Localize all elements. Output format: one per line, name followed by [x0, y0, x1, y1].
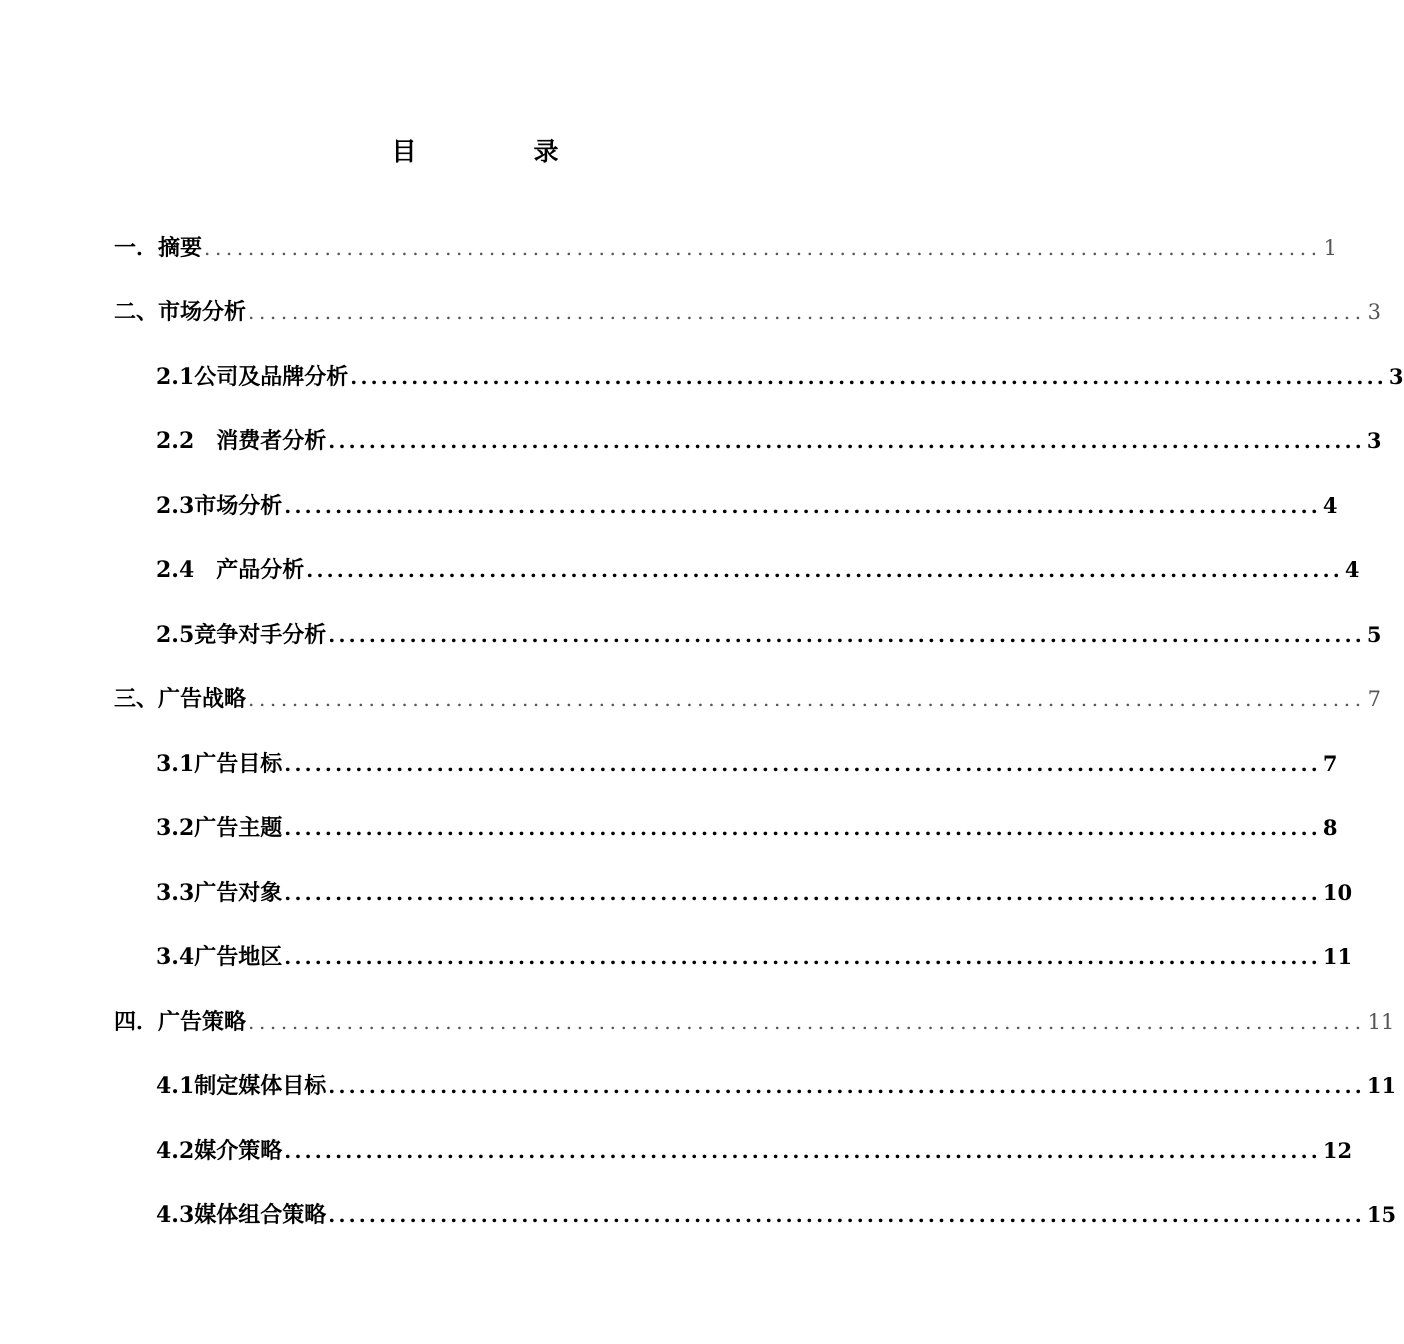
toc-entry-page: 7 — [1367, 687, 1382, 711]
toc-entry-label: 2.3市场分析 — [156, 492, 283, 519]
toc-entry-label: 3.3广告对象 — [156, 879, 283, 906]
toc-entry-label: 2.5竞争对手分析 — [156, 621, 327, 648]
toc-list — [0, 210, 1404, 1242]
toc-leader-dots: ...................................................................................................... — [284, 1138, 1321, 1163]
toc-leader-dots: ...................................................................................................... — [284, 493, 1321, 518]
toc-leader-dots: ...................................................................................................... — [350, 364, 1387, 389]
toc-entry-label: 2.4 产品分析 — [156, 557, 305, 583]
toc-entry-label: 4.1制定媒体目标 — [156, 1073, 327, 1099]
toc-entry[interactable] — [156, 726, 1338, 791]
toc-entry-label: 三、广告战略 — [114, 686, 247, 712]
toc-entry[interactable] — [114, 275, 1382, 340]
toc-leader-dots: ...................................................................................................... — [284, 945, 1321, 969]
toc-leader-dots: ...................................................................................................... — [284, 751, 1321, 776]
toc-entry-page: 12 — [1322, 1137, 1353, 1163]
toc-entry-page: 11 — [1367, 1009, 1395, 1034]
toc-leader-dots: ...................................................................................................... — [248, 687, 1366, 711]
toc-entry-label: 3.2广告主题 — [156, 815, 283, 841]
toc-entry-label: 2.1公司及品牌分析 — [156, 363, 349, 390]
toc-entry-page: 3 — [1367, 300, 1382, 324]
toc-entry[interactable] — [156, 597, 1382, 662]
toc-leader-dots: ...................................................................................................... — [248, 300, 1366, 324]
toc-entry-page: 4 — [1322, 492, 1338, 518]
toc-entry-page: 11 — [1366, 1073, 1397, 1098]
toc-entry-label: 一．摘要 — [114, 234, 203, 261]
toc-entry-page: 3 — [1366, 428, 1382, 453]
toc-entry[interactable] — [114, 662, 1382, 727]
toc-entry[interactable] — [156, 791, 1338, 856]
toc-entry-label: 二、市场分析 — [114, 299, 247, 325]
toc-entry[interactable] — [156, 468, 1338, 533]
toc-entry[interactable] — [114, 210, 1338, 275]
toc-entry[interactable] — [156, 1113, 1353, 1178]
toc-entry-page: 8 — [1322, 815, 1338, 840]
toc-entry-page: 15 — [1366, 1202, 1397, 1227]
toc-title: 目 录 — [391, 137, 605, 166]
toc-entry-label: 3.1广告目标 — [156, 750, 283, 777]
toc-entry[interactable] — [156, 533, 1360, 598]
toc-leader-dots: ...................................................................................................... — [284, 816, 1321, 840]
toc-entry-page: 3 — [1388, 363, 1404, 389]
toc-entry-label: 4.2媒介策略 — [156, 1137, 283, 1164]
toc-leader-dots: ...................................................................................................... — [328, 1203, 1365, 1227]
toc-entry-page: 1 — [1323, 235, 1338, 260]
toc-entry-page: 4 — [1344, 557, 1360, 582]
toc-entry[interactable] — [156, 404, 1382, 469]
toc-leader-dots: ...................................................................................................... — [328, 429, 1365, 453]
toc-entry[interactable] — [156, 1178, 1397, 1243]
toc-leader-dots: ...................................................................................................... — [248, 1009, 1366, 1034]
toc-leader-dots: ...................................................................................................... — [306, 558, 1343, 582]
toc-entry[interactable] — [156, 1049, 1397, 1114]
toc-entry-label: 4.3媒体组合策略 — [156, 1202, 327, 1228]
toc-entry[interactable] — [114, 984, 1395, 1049]
toc-entry-label: 2.2 消费者分析 — [156, 428, 327, 454]
toc-entry[interactable] — [156, 920, 1353, 985]
toc-entry[interactable] — [156, 339, 1404, 404]
toc-entry-label: 四．广告策略 — [114, 1008, 247, 1035]
toc-leader-dots: ...................................................................................................... — [284, 880, 1321, 905]
toc-entry-page: 5 — [1366, 621, 1382, 647]
toc-leader-dots: ...................................................................................................... — [204, 235, 1322, 260]
toc-entry[interactable] — [156, 855, 1353, 920]
toc-entry-label: 3.4广告地区 — [156, 944, 283, 970]
toc-leader-dots: ...................................................................................................... — [328, 1074, 1365, 1098]
toc-leader-dots: ...................................................................................................... — [328, 622, 1365, 647]
toc-entry-page: 11 — [1322, 944, 1353, 969]
toc-entry-page: 10 — [1322, 879, 1353, 905]
toc-entry-page: 7 — [1322, 750, 1338, 776]
